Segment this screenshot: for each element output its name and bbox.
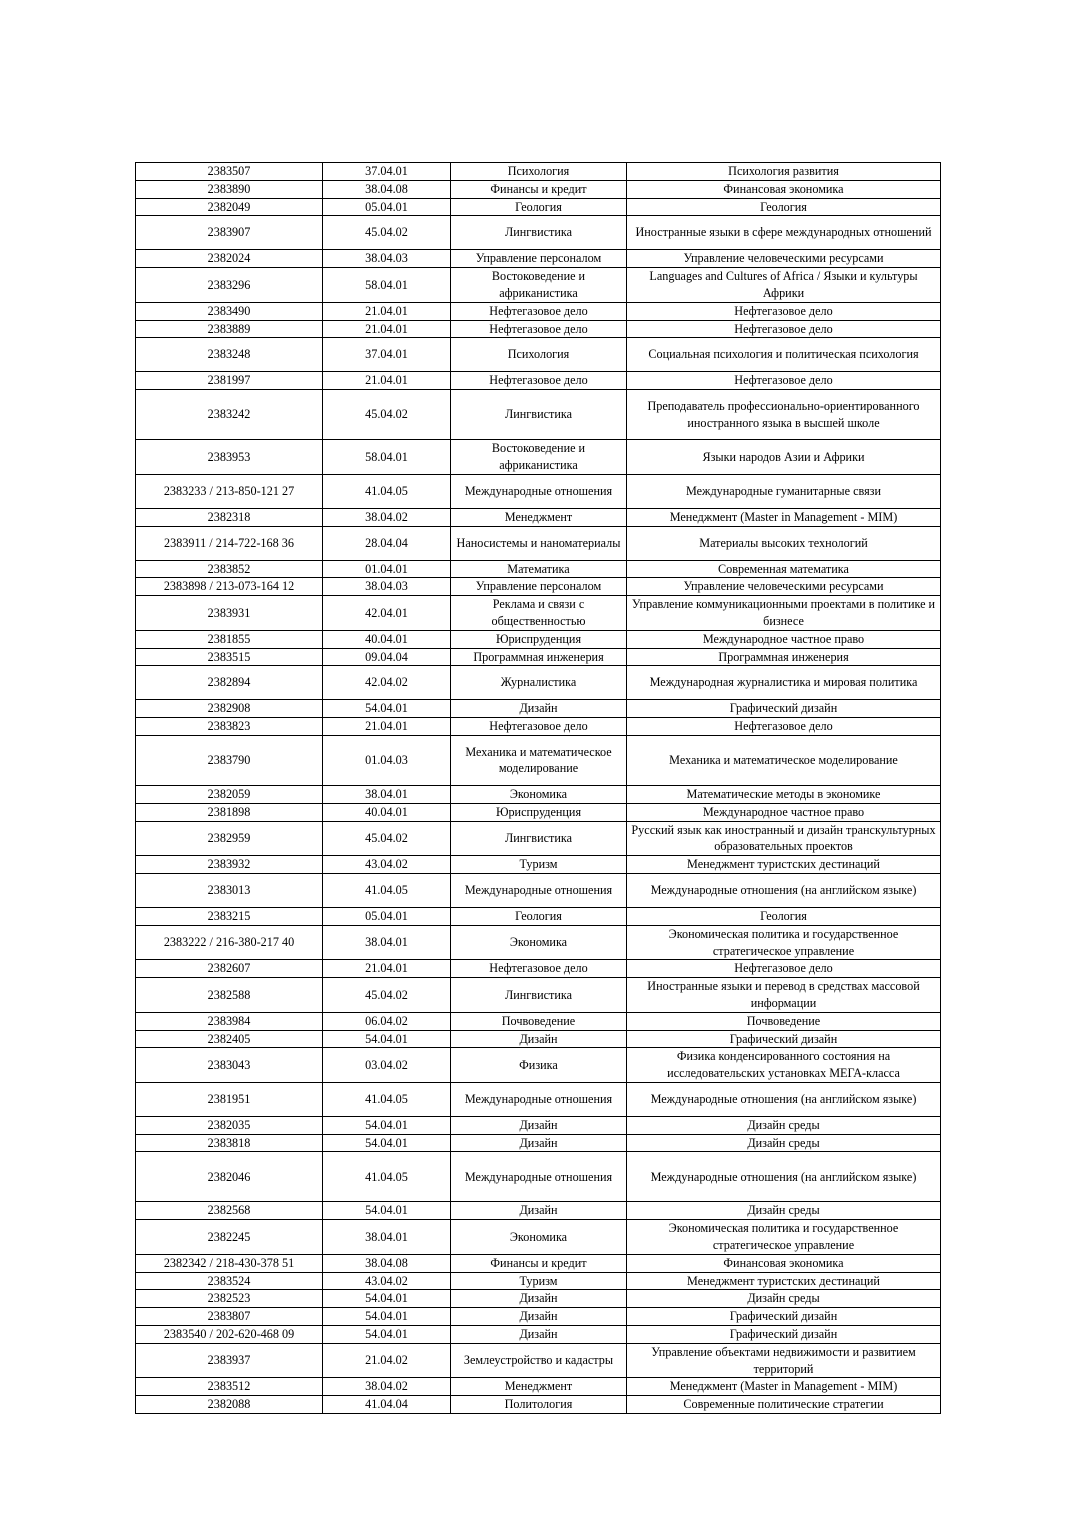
program-name-cell: Психология развития — [627, 163, 941, 181]
program-code-cell: 01.04.03 — [323, 735, 451, 785]
table-row — [136, 302, 941, 320]
direction-cell: Менеджмент — [451, 1378, 627, 1396]
applicant-id-cell: 2383490 — [136, 302, 323, 320]
program-name-cell: Нефтегазовое дело — [627, 718, 941, 736]
applicant-id-cell: 2383907 — [136, 216, 323, 250]
program-code-cell: 58.04.01 — [323, 268, 451, 303]
applicant-id-cell: 2382959 — [136, 821, 323, 856]
table-row — [136, 648, 941, 666]
direction-cell: Нефтегазовое дело — [451, 960, 627, 978]
table-row — [136, 1082, 941, 1116]
direction-cell: Управление персоналом — [451, 578, 627, 596]
program-code-cell: 37.04.01 — [323, 338, 451, 372]
applicant-id-cell: 2383984 — [136, 1012, 323, 1030]
direction-cell: Физика — [451, 1048, 627, 1083]
table-row — [136, 907, 941, 925]
direction-cell: Экономика — [451, 785, 627, 803]
program-name-cell: Физика конденсированного состояния на исследовательских установках МЕГА-класса — [627, 1048, 941, 1083]
applicant-id-cell: 2383043 — [136, 1048, 323, 1083]
direction-cell: Механика и математическое моделирование — [451, 735, 627, 785]
direction-cell: Финансы и кредит — [451, 1254, 627, 1272]
program-name-cell: Почвоведение — [627, 1012, 941, 1030]
direction-cell: Дизайн — [451, 1116, 627, 1134]
program-code-cell: 38.04.02 — [323, 508, 451, 526]
direction-cell: Востоковедение и африканистика — [451, 440, 627, 475]
table-row — [136, 1343, 941, 1378]
direction-cell: Международные отношения — [451, 474, 627, 508]
applicant-id-cell: 2383296 — [136, 268, 323, 303]
program-code-cell: 54.04.01 — [323, 1290, 451, 1308]
applicant-id-cell: 2382405 — [136, 1030, 323, 1048]
table-row — [136, 1030, 941, 1048]
table-row — [136, 1202, 941, 1220]
applicant-id-cell: 2383524 — [136, 1272, 323, 1290]
program-code-cell: 03.04.02 — [323, 1048, 451, 1083]
direction-cell: Программная инженерия — [451, 648, 627, 666]
applicant-id-cell: 2383233 / 213-850-121 27 — [136, 474, 323, 508]
program-code-cell: 38.04.02 — [323, 1378, 451, 1396]
table-row — [136, 925, 941, 960]
direction-cell: Дизайн — [451, 1030, 627, 1048]
applicant-id-cell: 2383898 / 213-073-164 12 — [136, 578, 323, 596]
table-row — [136, 180, 941, 198]
table-row — [136, 1396, 941, 1414]
program-code-cell: 45.04.02 — [323, 978, 451, 1013]
direction-cell: Экономика — [451, 925, 627, 960]
applicant-id-cell: 2383890 — [136, 180, 323, 198]
applicant-id-cell: 2383807 — [136, 1308, 323, 1326]
applicant-id-cell: 2382059 — [136, 785, 323, 803]
program-name-cell: Современная математика — [627, 560, 941, 578]
direction-cell: Психология — [451, 338, 627, 372]
table-row — [136, 1326, 941, 1344]
program-code-cell: 45.04.02 — [323, 390, 451, 440]
table-row — [136, 821, 941, 856]
applicant-id-cell: 2382908 — [136, 700, 323, 718]
program-name-cell: Менеджмент туристских дестинаций — [627, 856, 941, 874]
program-code-cell: 40.04.01 — [323, 803, 451, 821]
program-code-cell: 54.04.01 — [323, 1308, 451, 1326]
table-row — [136, 735, 941, 785]
table-row — [136, 250, 941, 268]
program-code-cell: 38.04.08 — [323, 1254, 451, 1272]
direction-cell: Юриспруденция — [451, 803, 627, 821]
applicant-id-cell: 2382024 — [136, 250, 323, 268]
program-name-cell: Иностранные языки в сфере международных отношений — [627, 216, 941, 250]
program-code-cell: 54.04.01 — [323, 1134, 451, 1152]
program-name-cell: Нефтегазовое дело — [627, 960, 941, 978]
program-code-cell: 28.04.04 — [323, 526, 451, 560]
applicant-id-cell: 2383790 — [136, 735, 323, 785]
table-row — [136, 1152, 941, 1202]
direction-cell: Дизайн — [451, 1202, 627, 1220]
applicant-id-cell: 2382342 / 218-430-378 51 — [136, 1254, 323, 1272]
program-code-cell: 42.04.02 — [323, 666, 451, 700]
applicant-id-cell: 2382088 — [136, 1396, 323, 1414]
program-name-cell: Languages and Cultures of Africa / Языки и культуры Африки — [627, 268, 941, 303]
program-code-cell: 05.04.01 — [323, 198, 451, 216]
table-row — [136, 873, 941, 907]
program-name-cell: Финансовая экономика — [627, 180, 941, 198]
table-row — [136, 718, 941, 736]
direction-cell: Нефтегазовое дело — [451, 372, 627, 390]
program-code-cell: 41.04.05 — [323, 474, 451, 508]
table-row — [136, 630, 941, 648]
program-name-cell: Международное частное право — [627, 803, 941, 821]
program-code-cell: 54.04.01 — [323, 1030, 451, 1048]
direction-cell: Реклама и связи с общественностью — [451, 596, 627, 631]
program-name-cell: Экономическая политика и государственное стратегическое управление — [627, 1220, 941, 1255]
direction-cell: Геология — [451, 907, 627, 925]
applicant-id-cell: 2383911 / 214-722-168 36 — [136, 526, 323, 560]
program-code-cell: 45.04.02 — [323, 821, 451, 856]
applicant-id-cell: 2383515 — [136, 648, 323, 666]
applicant-id-cell: 2383818 — [136, 1134, 323, 1152]
table-row — [136, 1134, 941, 1152]
table-row — [136, 1048, 941, 1083]
applicant-id-cell: 2383215 — [136, 907, 323, 925]
direction-cell: Нефтегазовое дело — [451, 302, 627, 320]
table-row — [136, 856, 941, 874]
program-name-cell: Дизайн среды — [627, 1134, 941, 1152]
table-row — [136, 216, 941, 250]
program-name-cell: Геология — [627, 907, 941, 925]
program-name-cell: Управление объектами недвижимости и развитием территорий — [627, 1343, 941, 1378]
program-name-cell: Дизайн среды — [627, 1116, 941, 1134]
program-code-cell: 06.04.02 — [323, 1012, 451, 1030]
table-row — [136, 526, 941, 560]
table-row — [136, 1116, 941, 1134]
direction-cell: Лингвистика — [451, 821, 627, 856]
program-code-cell: 40.04.01 — [323, 630, 451, 648]
program-code-cell: 05.04.01 — [323, 907, 451, 925]
applicant-id-cell: 2381855 — [136, 630, 323, 648]
applicant-id-cell: 2382245 — [136, 1220, 323, 1255]
direction-cell: Дизайн — [451, 1134, 627, 1152]
direction-cell: Востоковедение и африканистика — [451, 268, 627, 303]
applicants-table — [135, 162, 941, 1414]
program-code-cell: 38.04.01 — [323, 785, 451, 803]
program-code-cell: 54.04.01 — [323, 1116, 451, 1134]
program-code-cell: 58.04.01 — [323, 440, 451, 475]
applicant-id-cell: 2383852 — [136, 560, 323, 578]
table-row — [136, 1290, 941, 1308]
applicant-id-cell: 2383222 / 216-380-217 40 — [136, 925, 323, 960]
direction-cell: Геология — [451, 198, 627, 216]
program-name-cell: Программная инженерия — [627, 648, 941, 666]
applicant-id-cell: 2383932 — [136, 856, 323, 874]
program-name-cell: Языки народов Азии и Африки — [627, 440, 941, 475]
program-code-cell: 21.04.02 — [323, 1343, 451, 1378]
table-row — [136, 578, 941, 596]
program-name-cell: Социальная психология и политическая психология — [627, 338, 941, 372]
table-row — [136, 268, 941, 303]
applicant-id-cell: 2383242 — [136, 390, 323, 440]
program-code-cell: 54.04.01 — [323, 700, 451, 718]
applicant-id-cell: 2383823 — [136, 718, 323, 736]
program-code-cell: 09.04.04 — [323, 648, 451, 666]
table-row — [136, 700, 941, 718]
table-row — [136, 320, 941, 338]
direction-cell: Туризм — [451, 1272, 627, 1290]
program-name-cell: Менеджмент туристских дестинаций — [627, 1272, 941, 1290]
program-code-cell: 38.04.08 — [323, 180, 451, 198]
program-code-cell: 54.04.01 — [323, 1326, 451, 1344]
program-name-cell: Дизайн среды — [627, 1290, 941, 1308]
applicant-id-cell: 2383889 — [136, 320, 323, 338]
applicant-id-cell: 2381951 — [136, 1082, 323, 1116]
program-code-cell: 21.04.01 — [323, 372, 451, 390]
applicant-id-cell: 2382607 — [136, 960, 323, 978]
program-name-cell: Механика и математическое моделирование — [627, 735, 941, 785]
program-code-cell: 21.04.01 — [323, 302, 451, 320]
program-name-cell: Международное частное право — [627, 630, 941, 648]
table-row — [136, 1308, 941, 1326]
direction-cell: Землеустройство и кадастры — [451, 1343, 627, 1378]
direction-cell: Лингвистика — [451, 978, 627, 1013]
applicant-id-cell: 2383507 — [136, 163, 323, 181]
program-name-cell: Графический дизайн — [627, 700, 941, 718]
table-row — [136, 785, 941, 803]
program-code-cell: 21.04.01 — [323, 320, 451, 338]
applicant-id-cell: 2381898 — [136, 803, 323, 821]
direction-cell: Менеджмент — [451, 508, 627, 526]
program-name-cell: Экономическая политика и государственное стратегическое управление — [627, 925, 941, 960]
applicant-id-cell: 2383248 — [136, 338, 323, 372]
direction-cell: Математика — [451, 560, 627, 578]
direction-cell: Журналистика — [451, 666, 627, 700]
table-row — [136, 596, 941, 631]
applicant-id-cell: 2383512 — [136, 1378, 323, 1396]
table-row — [136, 163, 941, 181]
program-name-cell: Международная журналистика и мировая политика — [627, 666, 941, 700]
applicant-id-cell: 2382588 — [136, 978, 323, 1013]
program-name-cell: Русский язык как иностранный и дизайн транскультурных образовательных проектов — [627, 821, 941, 856]
program-name-cell: Современные политические стратегии — [627, 1396, 941, 1414]
program-name-cell: Международные отношения (на английском языке) — [627, 1082, 941, 1116]
program-name-cell: Менеджмент (Master in Management - MIM) — [627, 1378, 941, 1396]
program-code-cell: 41.04.04 — [323, 1396, 451, 1414]
applicant-id-cell: 2383953 — [136, 440, 323, 475]
applicant-id-cell: 2382035 — [136, 1116, 323, 1134]
applicant-id-cell: 2382046 — [136, 1152, 323, 1202]
program-name-cell: Нефтегазовое дело — [627, 372, 941, 390]
applicant-id-cell: 2382568 — [136, 1202, 323, 1220]
applicant-id-cell: 2382049 — [136, 198, 323, 216]
direction-cell: Лингвистика — [451, 390, 627, 440]
table-row — [136, 1012, 941, 1030]
direction-cell: Дизайн — [451, 700, 627, 718]
table-row — [136, 1254, 941, 1272]
applicant-id-cell: 2383013 — [136, 873, 323, 907]
direction-cell: Дизайн — [451, 1290, 627, 1308]
table-row — [136, 1220, 941, 1255]
table-row — [136, 474, 941, 508]
program-code-cell: 41.04.05 — [323, 1082, 451, 1116]
program-code-cell: 41.04.05 — [323, 1152, 451, 1202]
program-code-cell: 21.04.01 — [323, 960, 451, 978]
applicant-id-cell: 2383540 / 202-620-468 09 — [136, 1326, 323, 1344]
direction-cell: Дизайн — [451, 1308, 627, 1326]
table-row — [136, 960, 941, 978]
program-name-cell: Геология — [627, 198, 941, 216]
program-code-cell: 01.04.01 — [323, 560, 451, 578]
table-row — [136, 803, 941, 821]
program-name-cell: Управление человеческими ресурсами — [627, 250, 941, 268]
program-name-cell: Преподаватель профессионально-ориентированного иностранного языка в высшей школе — [627, 390, 941, 440]
direction-cell: Наносистемы и наноматериалы — [451, 526, 627, 560]
table-row — [136, 1378, 941, 1396]
table-row — [136, 440, 941, 475]
table-row — [136, 390, 941, 440]
program-code-cell: 38.04.03 — [323, 250, 451, 268]
direction-cell: Лингвистика — [451, 216, 627, 250]
program-code-cell: 43.04.02 — [323, 856, 451, 874]
direction-cell: Международные отношения — [451, 873, 627, 907]
direction-cell: Международные отношения — [451, 1082, 627, 1116]
direction-cell: Психология — [451, 163, 627, 181]
program-code-cell: 21.04.01 — [323, 718, 451, 736]
direction-cell: Экономика — [451, 1220, 627, 1255]
applicant-id-cell: 2382894 — [136, 666, 323, 700]
program-name-cell: Графический дизайн — [627, 1326, 941, 1344]
direction-cell: Нефтегазовое дело — [451, 320, 627, 338]
program-name-cell: Графический дизайн — [627, 1030, 941, 1048]
applicant-id-cell: 2381997 — [136, 372, 323, 390]
table-row — [136, 508, 941, 526]
direction-cell: Юриспруденция — [451, 630, 627, 648]
applicant-id-cell: 2383937 — [136, 1343, 323, 1378]
program-code-cell: 38.04.01 — [323, 1220, 451, 1255]
table-row — [136, 560, 941, 578]
program-code-cell: 45.04.02 — [323, 216, 451, 250]
program-code-cell: 54.04.01 — [323, 1202, 451, 1220]
program-name-cell: Управление коммуникационными проектами в политике и бизнесе — [627, 596, 941, 631]
program-name-cell: Математические методы в экономике — [627, 785, 941, 803]
program-name-cell: Дизайн среды — [627, 1202, 941, 1220]
program-name-cell: Иностранные языки и перевод в средствах массовой информации — [627, 978, 941, 1013]
program-name-cell: Менеджмент (Master in Management - MIM) — [627, 508, 941, 526]
program-name-cell: Финансовая экономика — [627, 1254, 941, 1272]
table-row — [136, 372, 941, 390]
program-code-cell: 37.04.01 — [323, 163, 451, 181]
table-body — [136, 163, 941, 1414]
program-code-cell: 42.04.01 — [323, 596, 451, 631]
program-name-cell: Нефтегазовое дело — [627, 302, 941, 320]
program-name-cell: Международные отношения (на английском языке) — [627, 1152, 941, 1202]
program-code-cell: 38.04.03 — [323, 578, 451, 596]
direction-cell: Почвоведение — [451, 1012, 627, 1030]
program-name-cell: Международные гуманитарные связи — [627, 474, 941, 508]
direction-cell: Туризм — [451, 856, 627, 874]
applicant-id-cell: 2382523 — [136, 1290, 323, 1308]
program-name-cell: Управление человеческими ресурсами — [627, 578, 941, 596]
applicant-id-cell: 2383931 — [136, 596, 323, 631]
table-row — [136, 198, 941, 216]
direction-cell: Дизайн — [451, 1326, 627, 1344]
table-row — [136, 1272, 941, 1290]
table-row — [136, 978, 941, 1013]
direction-cell: Управление персоналом — [451, 250, 627, 268]
program-name-cell: Материалы высоких технологий — [627, 526, 941, 560]
program-code-cell: 41.04.05 — [323, 873, 451, 907]
program-code-cell: 38.04.01 — [323, 925, 451, 960]
direction-cell: Нефтегазовое дело — [451, 718, 627, 736]
table-row — [136, 338, 941, 372]
program-name-cell: Графический дизайн — [627, 1308, 941, 1326]
applicant-id-cell: 2382318 — [136, 508, 323, 526]
direction-cell: Финансы и кредит — [451, 180, 627, 198]
program-name-cell: Нефтегазовое дело — [627, 320, 941, 338]
program-name-cell: Международные отношения (на английском языке) — [627, 873, 941, 907]
program-code-cell: 43.04.02 — [323, 1272, 451, 1290]
table-row — [136, 666, 941, 700]
direction-cell: Международные отношения — [451, 1152, 627, 1202]
direction-cell: Политология — [451, 1396, 627, 1414]
